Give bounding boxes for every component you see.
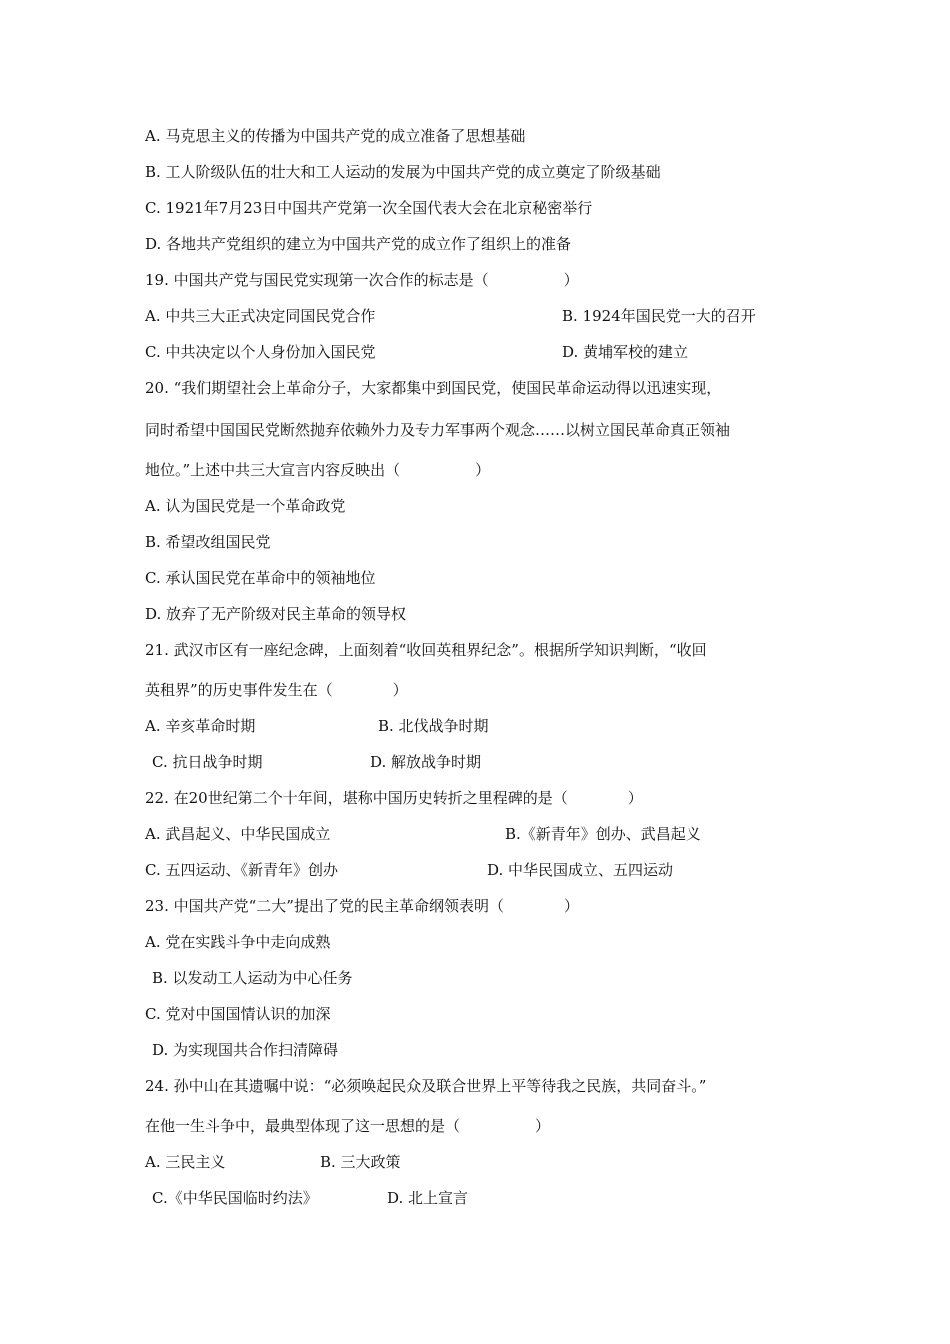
q18-option-c: C. 1921年7月23日中国共产党第一次全国代表大会在北京秘密举行	[145, 199, 593, 217]
q24-option-d: D. 北上宣言	[387, 1189, 469, 1207]
q20-stem-line-1: 20. “我们期望社会上革命分子，大家都集中到国民党，使国民革命运动得以迅速实现，	[145, 379, 722, 397]
q22-option-d: D. 中华民国成立、五四运动	[487, 861, 674, 879]
q23-option-a: A. 党在实践斗争中走向成熟	[145, 933, 331, 951]
q21-stem-line-1: 21. 武汉市区有一座纪念碑，上面刻着“收回英租界纪念”。根据所学知识判断，“收回	[145, 641, 707, 659]
q23-option-d: D. 为实现国共合作扫清障碍	[152, 1041, 339, 1059]
q24-option-c: C.《中华民国临时约法》	[152, 1189, 318, 1207]
q24-stem-line-1: 24. 孙中山在其遗嘱中说：“必须唤起民众及联合世界上平等待我之民族，共同奋斗。”	[145, 1077, 707, 1095]
q18-option-b: B. 工人阶级队伍的壮大和工人运动的发展为中国共产党的成立奠定了阶级基础	[145, 163, 661, 181]
q19-stem: 19. 中国共产党与国民党实现第一次合作的标志是（ ）	[145, 271, 579, 289]
q20-option-a: A. 认为国民党是一个革命政党	[145, 497, 346, 515]
q22-stem: 22. 在20世纪第二个十年间，堪称中国历史转折之里程碑的是（ ）	[145, 789, 643, 807]
q18-option-d: D. 各地共产党组织的建立为中国共产党的成立作了组织上的准备	[145, 235, 572, 253]
q22-option-a: A. 武昌起义、中华民国成立	[145, 825, 331, 843]
q20-option-b: B. 希望改组国民党	[145, 533, 271, 551]
q21-stem-line-2: 英租界”的历史事件发生在（ ）	[145, 681, 408, 699]
q22-option-c: C. 五四运动、《新青年》创办	[145, 861, 338, 879]
q23-option-c: C. 党对中国国情认识的加深	[145, 1005, 331, 1023]
q18-option-a: A. 马克思主义的传播为中国共产党的成立准备了思想基础	[145, 127, 526, 145]
q23-option-b: B. 以发动工人运动为中心任务	[152, 969, 353, 987]
q24-option-a: A. 三民主义	[145, 1153, 226, 1171]
q24-stem-line-2: 在他一生斗争中，最典型体现了这一思想的是（ ）	[145, 1117, 551, 1135]
q19-option-d: D. 黄埔军校的建立	[562, 343, 689, 361]
q20-stem-line-3: 地位。”上述中共三大宣言内容反映出（ ）	[145, 461, 491, 479]
q19-option-c: C. 中共决定以个人身份加入国民党	[145, 343, 376, 361]
q19-option-b: B. 1924年国民党一大的召开	[562, 307, 756, 325]
q23-stem: 23. 中国共产党“二大”提出了党的民主革命纲领表明（ ）	[145, 897, 579, 915]
q24-option-b: B. 三大政策	[320, 1153, 401, 1171]
q21-option-c: C. 抗日战争时期	[152, 753, 263, 771]
q22-option-b: B.《新青年》创办、武昌起义	[505, 825, 701, 843]
q20-stem-line-2: 同时希望中国国民党断然抛弃依赖外力及专力军事两个观念……以树立国民革命真正领袖	[145, 421, 731, 439]
q20-option-d: D. 放弃了无产阶级对民主革命的领导权	[145, 605, 407, 623]
q19-option-a: A. 中共三大正式决定同国民党合作	[145, 307, 376, 325]
q21-option-d: D. 解放战争时期	[370, 753, 482, 771]
q21-option-a: A. 辛亥革命时期	[145, 717, 256, 735]
q21-option-b: B. 北伐战争时期	[378, 717, 489, 735]
q20-option-c: C. 承认国民党在革命中的领袖地位	[145, 569, 376, 587]
